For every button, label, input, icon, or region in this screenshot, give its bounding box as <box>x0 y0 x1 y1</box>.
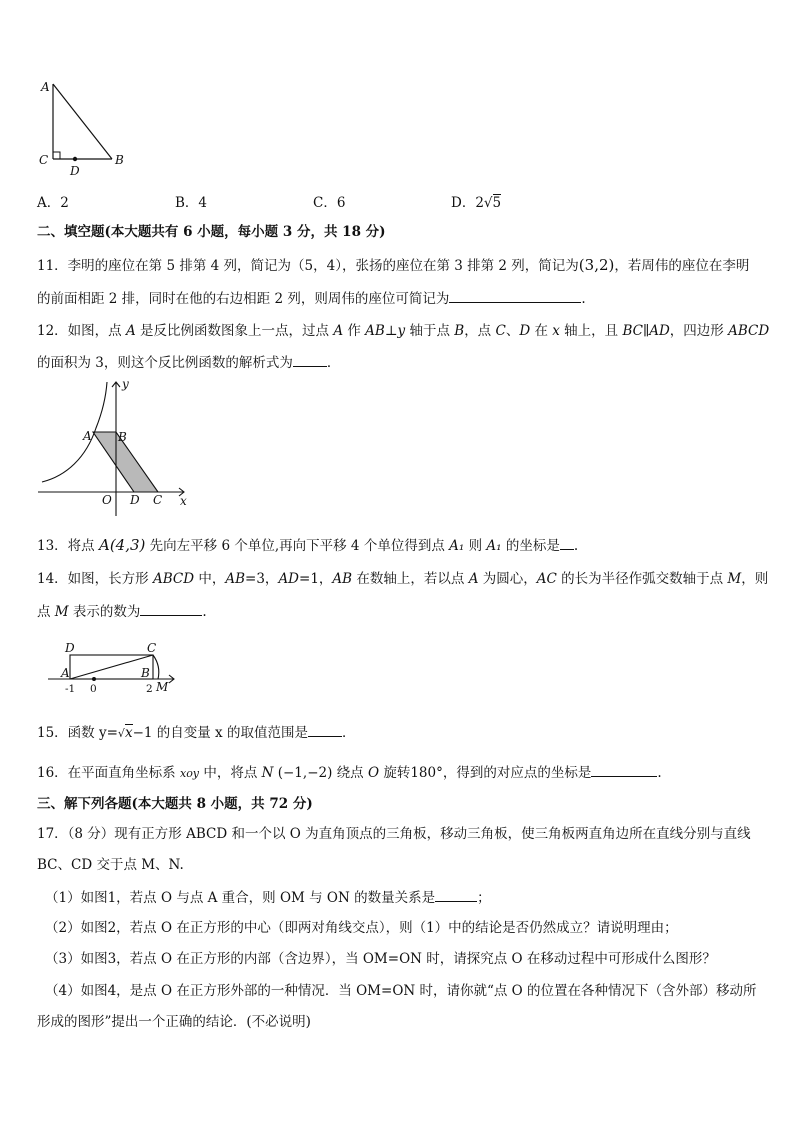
question-12-line1: 12．如图，点 A 是反比例函数图象上一点，过点 A 作 AB⊥y 轴于点 B，点 C、D 在 x 轴上，且 BC∥AD，四边形 ABCD <box>37 323 770 339</box>
option-a: A．2 <box>37 195 69 211</box>
label-C: C <box>147 641 157 655</box>
axis-x-label: x <box>180 494 187 508</box>
label-B: B <box>118 430 127 444</box>
answer-blank-12 <box>293 352 327 367</box>
question-14-line1: 14．如图，长方形 ABCD 中，AB=3，AD=1，AB 在数轴上，若以点 A 为圆心，AC 的长为半径作弧交数轴于点 M，则 <box>37 571 769 587</box>
axis-y-label: y <box>122 377 129 391</box>
label-B: B <box>141 666 150 680</box>
figure-14-number-line <box>44 638 194 698</box>
answer-blank-15 <box>308 722 342 737</box>
label-O: O <box>102 493 112 507</box>
answer-blank-13 <box>560 535 574 550</box>
tick-2: 2 <box>146 683 153 695</box>
answer-blank-16 <box>591 762 657 777</box>
question-17-part4-line2: 形成的图形”提出一个正确的结论．(不必说明) <box>37 1014 311 1030</box>
question-14-line2: 点 M 表示的数为 . <box>37 601 207 622</box>
option-b: B．4 <box>175 195 208 211</box>
question-11-line2: 的前面相距 2 排，同时在他的右边相距 2 列，则周伟的座位可简记为 . <box>37 288 586 309</box>
label-D: D <box>70 164 80 178</box>
question-17-line2: BC、CD 交于点 M、N. <box>37 857 184 873</box>
tick-0: 0 <box>90 683 97 695</box>
label-C: C <box>153 493 163 507</box>
question-13: 13．将点 A(4,3) 先向左平移 6 个单位,再向下平移 4 个单位得到点 A₁ 则 A₁ 的坐标是 . <box>37 536 579 554</box>
label-C: C <box>39 153 49 167</box>
label-D: D <box>65 641 75 655</box>
option-c: C．6 <box>313 195 346 211</box>
question-17-line1: 17．（8 分）现有正方形 ABCD 和一个以 O 为直角顶点的三角板，移动三角板，使三角板两直角边所在直线分别与直线 <box>37 826 751 842</box>
question-17-part2: （2）如图2，若点 O 在正方形的中心（即两对角线交点），则（1）中的结论是否仍然成立？请说明理由； <box>45 920 678 936</box>
question-17-part3: （3）如图3，若点 O 在正方形的内部（含边界），当 OM=ON 时，请探究点 O 在移动过程中可形成什么图形？ <box>45 951 716 967</box>
answer-blank-11 <box>449 288 581 303</box>
figure-12-graph <box>36 378 196 523</box>
answer-blank-14 <box>140 601 202 616</box>
label-D: D <box>130 493 140 507</box>
section-2-heading: 二、填空题(本大题共有 6 小题，每小题 3 分，共 18 分) <box>37 224 386 240</box>
question-15: 15．函数 y=√x−1 的自变量 x 的取值范围是 ． <box>37 722 355 744</box>
label-B: B <box>115 153 124 167</box>
label-A: A <box>83 429 92 443</box>
label-M: M <box>156 680 169 694</box>
label-A: A <box>41 80 50 94</box>
question-11-line1: 11．李明的座位在第 5 排第 4 列，简记为（5，4），张扬的座位在第 3 排第 2 列，简记为(3,2)，若周伟的座位在李明 <box>37 256 750 274</box>
option-d: D．2√5 <box>451 195 502 211</box>
tick-minus-1: -1 <box>65 683 76 695</box>
answer-blank-17 <box>435 887 477 902</box>
triangle-figure <box>30 78 140 178</box>
question-16: 16．在平面直角坐标系 xoy 中，将点 N (−1,−2) 绕点 O 旋转180°，得到的对应点的坐标是 . <box>37 762 662 784</box>
question-12-line2: 的面积为 3，则这个反比例函数的解析式为 ． <box>37 352 340 373</box>
section-3-heading: 三、解下列各题(本大题共 8 小题，共 72 分) <box>37 796 313 812</box>
question-17-part1: （1）如图1，若点 O 与点 A 重合，则 OM 与 ON 的数量关系是 ； <box>45 887 491 908</box>
label-A: A <box>61 666 70 680</box>
question-17-part4-line1: （4）如图4，是点 O 在正方形外部的一种情况．当 OM=ON 时，请你就“点 O 的位置在各种情况下（含外部）移动所 <box>45 983 757 999</box>
